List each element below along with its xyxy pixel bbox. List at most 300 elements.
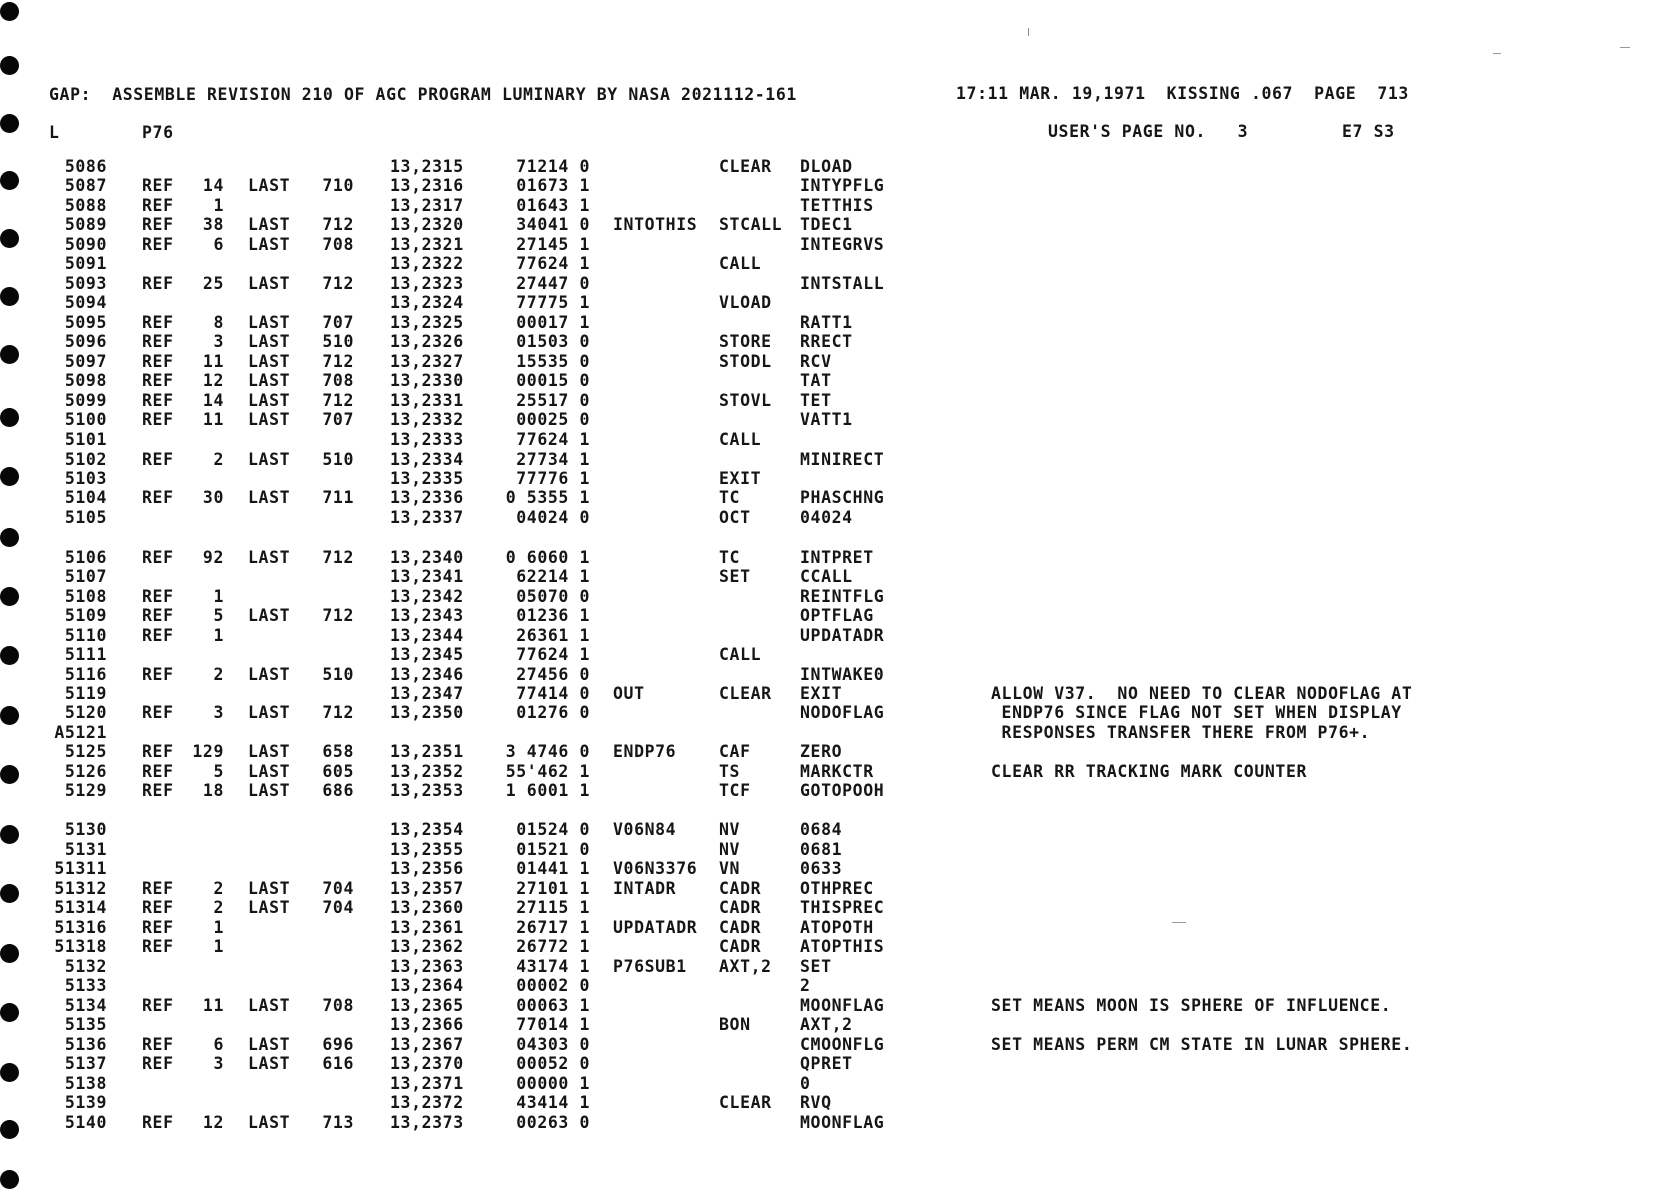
operand: 0633	[800, 859, 843, 878]
ref-count: 2	[213, 450, 224, 469]
ref-count: 8	[213, 313, 224, 332]
ref-count: 3	[213, 1054, 224, 1073]
ref-count: 30	[202, 488, 224, 507]
last-keyword: LAST	[248, 450, 291, 469]
last-page: 616	[322, 1054, 354, 1073]
octal-code: 77624 1	[516, 254, 590, 273]
operand: UPDATADR	[800, 626, 885, 645]
operand: TET	[800, 391, 832, 410]
opcode: CALL	[719, 430, 762, 449]
octal-code: 00052 0	[516, 1054, 590, 1073]
opcode: CLEAR	[719, 157, 772, 176]
operand: INTEGRVS	[800, 235, 885, 254]
operand: 04024	[800, 508, 853, 527]
ref-keyword: REF	[142, 235, 174, 254]
line-number: 5097	[64, 352, 107, 371]
opcode: STODL	[719, 352, 772, 371]
ref-count: 5	[213, 762, 224, 781]
comment: CLEAR RR TRACKING MARK COUNTER	[991, 762, 1308, 781]
opcode: CALL	[719, 254, 762, 273]
octal-code: 01503 0	[516, 332, 590, 351]
line-number: 5102	[64, 450, 107, 469]
punch-hole	[0, 171, 19, 190]
symbol-label: INTOTHIS	[613, 215, 698, 234]
address: 13,2345	[390, 645, 464, 664]
symbol-label: OUT	[613, 684, 645, 703]
address: 13,2357	[390, 879, 464, 898]
ref-count: 14	[202, 391, 224, 410]
last-page: 712	[322, 606, 354, 625]
comment: RESPONSES TRANSFER THERE FROM P76+.	[991, 723, 1371, 742]
last-page: 713	[322, 1113, 354, 1132]
scan-speck	[1620, 47, 1630, 48]
octal-code: 00015 0	[516, 371, 590, 390]
punch-hole	[0, 706, 19, 725]
opcode: TCF	[719, 781, 751, 800]
operand: TETTHIS	[800, 196, 874, 215]
ref-count: 3	[213, 703, 224, 722]
line-number: 5086	[64, 157, 107, 176]
last-page: 707	[322, 410, 354, 429]
line-number: 51318	[54, 937, 107, 956]
octal-code: 3 4746 0	[505, 742, 590, 761]
line-number: 5111	[64, 645, 107, 664]
operand: 0681	[800, 840, 843, 859]
address: 13,2362	[390, 937, 464, 956]
line-number: 5109	[64, 606, 107, 625]
last-page: 712	[322, 703, 354, 722]
address: 13,2340	[390, 548, 464, 567]
last-page: 708	[322, 235, 354, 254]
ref-keyword: REF	[142, 332, 174, 351]
octal-code: 27145 1	[516, 235, 590, 254]
address: 13,2354	[390, 820, 464, 839]
octal-code: 04303 0	[516, 1035, 590, 1054]
last-page: 510	[322, 332, 354, 351]
users-page-number: USER'S PAGE NO. 3	[1048, 122, 1249, 141]
punch-hole	[0, 229, 19, 248]
ref-count: 38	[202, 215, 224, 234]
octal-code: 34041 0	[516, 215, 590, 234]
address: 13,2363	[390, 957, 464, 976]
octal-code: 00263 0	[516, 1113, 590, 1132]
punch-hole	[0, 408, 19, 427]
opcode: NV	[719, 840, 741, 859]
octal-code: 15535 0	[516, 352, 590, 371]
address: 13,2361	[390, 918, 464, 937]
symbol-label: V06N3376	[613, 859, 698, 878]
line-number: 5096	[64, 332, 107, 351]
octal-code: 26361 1	[516, 626, 590, 645]
punch-hole	[0, 528, 19, 547]
punch-hole	[0, 467, 19, 486]
ref-keyword: REF	[142, 996, 174, 1015]
ref-keyword: REF	[142, 626, 174, 645]
line-number: 5106	[64, 548, 107, 567]
last-keyword: LAST	[248, 781, 291, 800]
opcode: TS	[719, 762, 741, 781]
last-page: 712	[322, 352, 354, 371]
opcode: CLEAR	[719, 684, 772, 703]
comment: ENDP76 SINCE FLAG NOT SET WHEN DISPLAY	[991, 703, 1402, 722]
address: 13,2372	[390, 1093, 464, 1112]
ref-count: 1	[213, 918, 224, 937]
line-number: 5120	[64, 703, 107, 722]
opcode: STOVL	[719, 391, 772, 410]
last-keyword: LAST	[248, 762, 291, 781]
opcode: CLEAR	[719, 1093, 772, 1112]
operand: MOONFLAG	[800, 996, 885, 1015]
address: 13,2321	[390, 235, 464, 254]
address: 13,2346	[390, 665, 464, 684]
scan-speck	[1172, 922, 1186, 923]
punch-hole	[0, 825, 19, 844]
last-page: 510	[322, 665, 354, 684]
ref-count: 11	[202, 410, 224, 429]
last-page: 686	[322, 781, 354, 800]
symbol-label: ENDP76	[613, 742, 677, 761]
last-keyword: LAST	[248, 274, 291, 293]
opcode: BON	[719, 1015, 751, 1034]
address: 13,2343	[390, 606, 464, 625]
ref-keyword: REF	[142, 587, 174, 606]
octal-code: 77776 1	[516, 469, 590, 488]
ref-count: 92	[202, 548, 224, 567]
address: 13,2317	[390, 196, 464, 215]
address: 13,2336	[390, 488, 464, 507]
address: 13,2365	[390, 996, 464, 1015]
line-number: 5110	[64, 626, 107, 645]
punch-hole	[0, 1063, 19, 1082]
octal-code: 43414 1	[516, 1093, 590, 1112]
ref-count: 11	[202, 996, 224, 1015]
last-keyword: LAST	[248, 703, 291, 722]
punch-hole	[0, 1120, 19, 1139]
operand: INTWAKE0	[800, 665, 885, 684]
punch-hole	[0, 2, 19, 21]
last-keyword: LAST	[248, 1054, 291, 1073]
ref-count: 1	[213, 937, 224, 956]
octal-code: 0 6060 1	[505, 548, 590, 567]
ref-count: 6	[213, 1035, 224, 1054]
scan-speck	[1028, 28, 1029, 36]
punch-hole	[0, 114, 19, 133]
address: 13,2355	[390, 840, 464, 859]
address: 13,2350	[390, 703, 464, 722]
octal-code: 01673 1	[516, 176, 590, 195]
last-keyword: LAST	[248, 332, 291, 351]
last-keyword: LAST	[248, 879, 291, 898]
last-keyword: LAST	[248, 352, 291, 371]
octal-code: 04024 0	[516, 508, 590, 527]
line-number: A5121	[54, 723, 107, 742]
address: 13,2367	[390, 1035, 464, 1054]
octal-code: 77624 1	[516, 430, 590, 449]
operand: DLOAD	[800, 157, 853, 176]
address: 13,2342	[390, 587, 464, 606]
octal-code: 27101 1	[516, 879, 590, 898]
ref-keyword: REF	[142, 665, 174, 684]
operand: INTSTALL	[800, 274, 885, 293]
operand: OPTFLAG	[800, 606, 874, 625]
ref-count: 5	[213, 606, 224, 625]
line-number: 51316	[54, 918, 107, 937]
ref-keyword: REF	[142, 371, 174, 390]
address: 13,2344	[390, 626, 464, 645]
address: 13,2341	[390, 567, 464, 586]
address: 13,2330	[390, 371, 464, 390]
symbol-label: V06N84	[613, 820, 677, 839]
last-keyword: LAST	[248, 215, 291, 234]
operand: TAT	[800, 371, 832, 390]
ref-keyword: REF	[142, 1035, 174, 1054]
opcode: OCT	[719, 508, 751, 527]
octal-code: 01441 1	[516, 859, 590, 878]
operand: ATOPOTH	[800, 918, 874, 937]
octal-code: 01236 1	[516, 606, 590, 625]
symbol-label: P76SUB1	[613, 957, 687, 976]
operand: INTPRET	[800, 548, 874, 567]
line-number: 5134	[64, 996, 107, 1015]
octal-code: 71214 0	[516, 157, 590, 176]
ref-count: 1	[213, 196, 224, 215]
line-number: 5091	[64, 254, 107, 273]
symbol-label: INTADR	[613, 879, 677, 898]
address: 13,2334	[390, 450, 464, 469]
line-number: 5093	[64, 274, 107, 293]
address: 13,2316	[390, 176, 464, 195]
address: 13,2326	[390, 332, 464, 351]
line-number: 5098	[64, 371, 107, 390]
last-page: 704	[322, 898, 354, 917]
line-number: 5125	[64, 742, 107, 761]
line-number: 5135	[64, 1015, 107, 1034]
last-page: 710	[322, 176, 354, 195]
last-page: 510	[322, 450, 354, 469]
opcode: CALL	[719, 645, 762, 664]
address: 13,2322	[390, 254, 464, 273]
address: 13,2347	[390, 684, 464, 703]
address: 13,2353	[390, 781, 464, 800]
address: 13,2327	[390, 352, 464, 371]
ref-keyword: REF	[142, 488, 174, 507]
line-number: 51314	[54, 898, 107, 917]
address: 13,2333	[390, 430, 464, 449]
line-number: 5119	[64, 684, 107, 703]
octal-code: 01643 1	[516, 196, 590, 215]
ref-keyword: REF	[142, 937, 174, 956]
ref-keyword: REF	[142, 879, 174, 898]
line-number: 5137	[64, 1054, 107, 1073]
ref-count: 2	[213, 665, 224, 684]
last-keyword: LAST	[248, 176, 291, 195]
octal-code: 55'462 1	[505, 762, 590, 781]
opcode: STORE	[719, 332, 772, 351]
operand: OTHPREC	[800, 879, 874, 898]
operand: SET	[800, 957, 832, 976]
header-timestamp: 17:11 MAR. 19,1971 KISSING .067 PAGE 713	[956, 84, 1409, 103]
opcode: CADR	[719, 898, 762, 917]
last-page: 696	[322, 1035, 354, 1054]
line-number: 51311	[54, 859, 107, 878]
operand: CMOONFLG	[800, 1035, 885, 1054]
address: 13,2325	[390, 313, 464, 332]
operand: PHASCHNG	[800, 488, 885, 507]
ref-count: 1	[213, 626, 224, 645]
address: 13,2335	[390, 469, 464, 488]
ref-count: 3	[213, 332, 224, 351]
last-keyword: LAST	[248, 391, 291, 410]
address: 13,2364	[390, 976, 464, 995]
operand: MOONFLAG	[800, 1113, 885, 1132]
ref-keyword: REF	[142, 1054, 174, 1073]
operand: ATOPTHIS	[800, 937, 885, 956]
last-keyword: LAST	[248, 898, 291, 917]
opcode: VN	[719, 859, 741, 878]
operand: MINIRECT	[800, 450, 885, 469]
last-keyword: LAST	[248, 313, 291, 332]
line-number: 51312	[54, 879, 107, 898]
operand: GOTOPOOH	[800, 781, 885, 800]
opcode: CADR	[719, 937, 762, 956]
ref-count: 14	[202, 176, 224, 195]
last-keyword: LAST	[248, 1035, 291, 1054]
address: 13,2315	[390, 157, 464, 176]
octal-code: 27456 0	[516, 665, 590, 684]
operand: AXT,2	[800, 1015, 853, 1034]
ref-keyword: REF	[142, 176, 174, 195]
punch-hole	[0, 646, 19, 665]
ref-keyword: REF	[142, 918, 174, 937]
operand: 0684	[800, 820, 843, 839]
last-page: 708	[322, 371, 354, 390]
punch-hole	[0, 1003, 19, 1022]
octal-code: 77775 1	[516, 293, 590, 312]
ref-keyword: REF	[142, 548, 174, 567]
punch-hole	[0, 1170, 19, 1189]
line-number: 5103	[64, 469, 107, 488]
ref-count: 18	[202, 781, 224, 800]
ref-keyword: REF	[142, 703, 174, 722]
last-keyword: LAST	[248, 606, 291, 625]
address: 13,2356	[390, 859, 464, 878]
ref-keyword: REF	[142, 606, 174, 625]
octal-code: 43174 1	[516, 957, 590, 976]
operand: 0	[800, 1074, 811, 1093]
header-title: GAP: ASSEMBLE REVISION 210 OF AGC PROGRAM LUMINARY BY NASA 2021112-161	[49, 85, 797, 104]
operand: INTYPFLG	[800, 176, 885, 195]
punch-hole	[0, 765, 19, 784]
operand: REINTFLG	[800, 587, 885, 606]
operand: ZERO	[800, 742, 843, 761]
last-page: 711	[322, 488, 354, 507]
octal-code: 00000 1	[516, 1074, 590, 1093]
operand: NODOFLAG	[800, 703, 885, 722]
ref-keyword: REF	[142, 898, 174, 917]
octal-code: 62214 1	[516, 567, 590, 586]
line-number: 5107	[64, 567, 107, 586]
last-keyword: LAST	[248, 665, 291, 684]
octal-code: 27447 0	[516, 274, 590, 293]
line-number: 5126	[64, 762, 107, 781]
ref-keyword: REF	[142, 196, 174, 215]
header-program: P76	[142, 123, 174, 142]
octal-code: 26717 1	[516, 918, 590, 937]
line-number: 5132	[64, 957, 107, 976]
octal-code: 27734 1	[516, 450, 590, 469]
address: 13,2332	[390, 410, 464, 429]
operand: RRECT	[800, 332, 853, 351]
address: 13,2360	[390, 898, 464, 917]
ref-count: 6	[213, 235, 224, 254]
symbol-label: UPDATADR	[613, 918, 698, 937]
ref-keyword: REF	[142, 391, 174, 410]
operand: 2	[800, 976, 811, 995]
opcode: NV	[719, 820, 741, 839]
operand: QPRET	[800, 1054, 853, 1073]
line-number: 5131	[64, 840, 107, 859]
opcode: SET	[719, 567, 751, 586]
punch-hole	[0, 587, 19, 606]
operand: EXIT	[800, 684, 843, 703]
octal-code: 25517 0	[516, 391, 590, 410]
ref-keyword: REF	[142, 274, 174, 293]
opcode: STCALL	[719, 215, 783, 234]
line-number: 5095	[64, 313, 107, 332]
line-number: 5099	[64, 391, 107, 410]
comment: ALLOW V37. NO NEED TO CLEAR NODOFLAG AT	[991, 684, 1413, 703]
last-page: 712	[322, 215, 354, 234]
operand: THISPREC	[800, 898, 885, 917]
ref-keyword: REF	[142, 742, 174, 761]
ref-keyword: REF	[142, 762, 174, 781]
line-number: 5090	[64, 235, 107, 254]
operand: RVQ	[800, 1093, 832, 1112]
ref-count: 129	[192, 742, 224, 761]
opcode: EXIT	[719, 469, 762, 488]
opcode: CADR	[719, 918, 762, 937]
ref-count: 2	[213, 898, 224, 917]
comment: SET MEANS PERM CM STATE IN LUNAR SPHERE.	[991, 1035, 1413, 1054]
octal-code: 01524 0	[516, 820, 590, 839]
octal-code: 77414 0	[516, 684, 590, 703]
octal-code: 26772 1	[516, 937, 590, 956]
opcode: CADR	[719, 879, 762, 898]
octal-code: 77014 1	[516, 1015, 590, 1034]
operand: CCALL	[800, 567, 853, 586]
octal-code: 27115 1	[516, 898, 590, 917]
address: 13,2324	[390, 293, 464, 312]
operand: TDEC1	[800, 215, 853, 234]
line-number: 5130	[64, 820, 107, 839]
last-keyword: LAST	[248, 488, 291, 507]
ref-keyword: REF	[142, 352, 174, 371]
ref-count: 1	[213, 587, 224, 606]
octal-code: 00002 0	[516, 976, 590, 995]
ref-keyword: REF	[142, 450, 174, 469]
octal-code: 05070 0	[516, 587, 590, 606]
sheet-id: E7 S3	[1342, 122, 1395, 141]
address: 13,2373	[390, 1113, 464, 1132]
line-number: 5133	[64, 976, 107, 995]
comment: SET MEANS MOON IS SPHERE OF INFLUENCE.	[991, 996, 1392, 1015]
last-keyword: LAST	[248, 371, 291, 390]
address: 13,2366	[390, 1015, 464, 1034]
ref-keyword: REF	[142, 1113, 174, 1132]
last-page: 707	[322, 313, 354, 332]
line-number: 5108	[64, 587, 107, 606]
line-number: 5087	[64, 176, 107, 195]
